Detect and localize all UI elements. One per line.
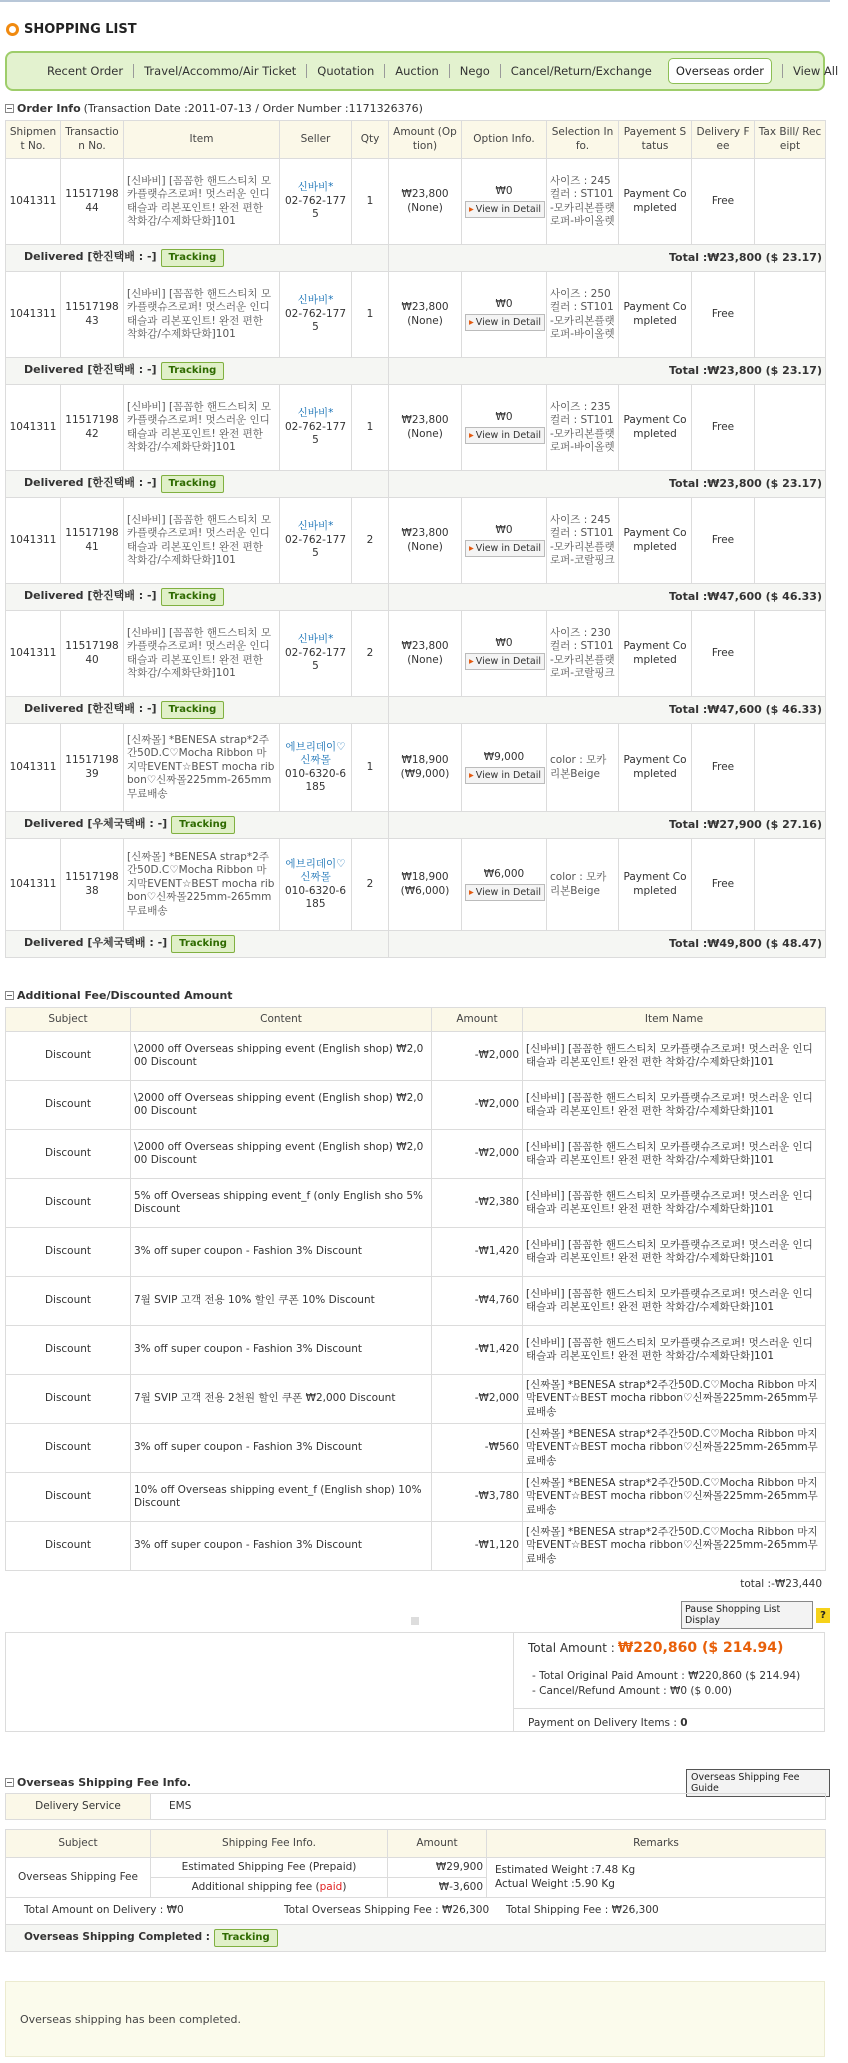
delivery-summary-row [6,584,826,611]
col-amount: Amount [432,1008,523,1032]
delivery-summary-row [6,358,826,385]
amount-value: ₩23,800 [401,188,449,200]
shipping-fee-table [5,1829,826,1952]
payment-status: Payment Completed [619,498,692,584]
delivery-status [6,584,389,611]
original-paid: - Total Original Paid Amount : ₩220,860 ($ 214.94) [532,1670,801,1682]
fee-row [6,1032,826,1081]
amount-option: (₩6,000) [400,884,450,897]
item-name: [신바비] [꼼꼼한 핸드스티치 모카플랫슈즈로퍼! 멋스러운 인디태슬과 리본포인트! 완전 편한 착화감/수제화단화]101 [124,159,280,245]
option-value: ₩9,000 [483,751,525,763]
delivery-status-label: Delivered [한진택배 : -] [24,702,157,716]
shipment-no: 1041311 [6,724,61,812]
delivery-fee: Free [692,272,755,358]
collapse-icon [5,104,14,113]
fee-amount: -₩1,120 [432,1522,523,1571]
fee-content: 5% off Overseas shipping event_f (only English sho 5% Discount [131,1179,432,1228]
amount-value: ₩23,800 [401,414,449,426]
total-shipping-fee: Total Shipping Fee : ₩26,300 [506,1904,659,1917]
fee-row [6,1081,826,1130]
tracking-button[interactable]: Tracking [161,701,225,719]
transaction-no: 1151719841 [61,498,124,584]
fee-item-name: [신바비] [꼼꼼한 핸드스티치 모카플랫슈즈로퍼! 멋스러운 인디태슬과 리본포인트! 완전 편한 착화감/수제화단화]101 [523,1081,826,1130]
seller-phone: 010-6320-6185 [284,767,347,793]
total-amount: Total Amount : ₩220,860 ($ 214.94) [528,1640,784,1656]
shipment-no: 1041311 [6,839,61,931]
col-delivery-fee: Delivery Fee [692,121,755,159]
row-total: Total :₩47,600 ($ 46.33) [389,584,826,611]
view-detail-button[interactable]: ▸ View in Detail [465,884,545,902]
tracking-button[interactable]: Tracking [171,816,235,834]
col-ship-info: Shipping Fee Info. [151,1830,388,1858]
fee-subject: Discount [6,1081,131,1130]
amount-cell [389,159,462,245]
tab-cancel-return[interactable]: Cancel/Return/Exchange [510,64,652,78]
pause-display-button[interactable]: Pause Shopping List Display [681,1601,813,1629]
option-cell [462,839,547,931]
delivery-status-label: Delivered [우체국택배 : -] [24,936,168,950]
delivery-status-label: Delivered [한진택배 : -] [24,589,157,603]
transaction-no: 1151719839 [61,724,124,812]
view-detail-button[interactable]: ▸ View in Detail [465,314,545,332]
top-border [0,0,830,2]
col-selection: Selection Info. [547,121,619,159]
amount-cell [389,611,462,697]
page-title: SHOPPING LIST [6,18,137,40]
option-value: ₩0 [495,524,513,536]
seller-cell [280,498,352,584]
order-row [6,272,826,358]
fee-subject: Discount [6,1032,131,1081]
selection-info: 사이즈 : 230 컬러 : ST101-모카리본플랫로퍼-코랄핑크 [547,611,619,697]
col-seller: Seller [280,121,352,159]
view-detail-button[interactable]: ▸ View in Detail [465,767,545,785]
fee-subject: Discount [6,1277,131,1326]
seller-phone: 02-762-1775 [284,194,347,221]
amount-cell [389,839,462,931]
order-row [6,385,826,471]
delivery-service-value: EMS [151,1794,826,1820]
fee-item-name: [신바비] [꼼꼼한 핸드스티치 모카플랫슈즈로퍼! 멋스러운 인디태슬과 리본포인트! 완전 편한 착화감/수제화단화]101 [523,1179,826,1228]
completion-message: Overseas shipping has been completed. [20,2013,241,2026]
delivery-status [6,812,389,839]
option-cell [462,724,547,812]
amount-option: (None) [407,314,443,327]
fee-row [6,1179,826,1228]
pause-area [681,1601,830,1629]
seller-link[interactable]: 에브리데이♡신짜몰 [285,740,346,766]
fee-content: 3% off super coupon - Fashion 3% Discount [131,1228,432,1277]
item-name: [신바비] [꼼꼼한 핸드스티치 모카플랫슈즈로퍼! 멋스러운 인디태슬과 리본포인트! 완전 편한 착화감/수제화단화]101 [124,498,280,584]
view-detail-button[interactable]: ▸ View in Detail [465,201,545,219]
col-item: Item [124,121,280,159]
fee-item-name: [신짜몰] *BENESA strap*2주간50D.C♡Mocha Ribbon 마지막EVENT☆BEST mocha ribbon♡신짜몰225mm-265mm무료배송 [523,1473,826,1522]
seller-phone: 02-762-1775 [284,420,347,447]
fee-amount: -₩4,760 [432,1277,523,1326]
tracking-button[interactable]: Tracking [161,475,225,493]
amount-option: (None) [407,653,443,666]
order-row [6,159,826,245]
delivery-status-label: Delivered [한진택배 : -] [24,476,157,490]
item-name: [신바비] [꼼꼼한 핸드스티치 모카플랫슈즈로퍼! 멋스러운 인디태슬과 리본포인트! 완전 편한 착화감/수제화단화]101 [124,385,280,471]
tab-auction[interactable]: Auction [385,64,450,78]
option-value: ₩0 [495,185,513,197]
collapse-icon [5,991,14,1000]
payment-status: Payment Completed [619,159,692,245]
delivery-fee: Free [692,498,755,584]
qty: 1 [352,272,389,358]
seller-phone: 010-6320-6185 [284,884,347,910]
payment-status: Payment Completed [619,724,692,812]
tax-bill [755,272,826,358]
actual-weight: Actual Weight :5.90 Kg [495,1877,615,1890]
tracking-button[interactable]: Tracking [161,588,225,606]
shipment-no: 1041311 [6,272,61,358]
weight-remarks [487,1858,826,1898]
selection-info: color : 모카리본Beige [547,839,619,931]
row-total: Total :₩27,900 ($ 27.16) [389,812,826,839]
fee-amount: -₩1,420 [432,1326,523,1375]
seller-phone: 02-762-1775 [284,646,347,673]
delivery-service-label: Delivery Service [6,1794,151,1820]
col-content: Content [131,1008,432,1032]
item-name: [신짜몰] *BENESA strap*2주간50D.C♡Mocha Ribbon 마지막EVENT☆BEST mocha ribbon♡신짜몰225mm-265mm무료배송 [124,724,280,812]
fee-amount: -₩2,380 [432,1179,523,1228]
item-name: [신바비] [꼼꼼한 핸드스티치 모카플랫슈즈로퍼! 멋스러운 인디태슬과 리본포인트! 완전 편한 착화감/수제화단화]101 [124,272,280,358]
order-row [6,839,826,931]
row-total: Total :₩47,600 ($ 46.33) [389,697,826,724]
delivery-status [6,697,389,724]
transaction-no: 1151719838 [61,839,124,931]
qty: 1 [352,724,389,812]
tracking-button[interactable]: Tracking [161,249,225,267]
seller-cell [280,724,352,812]
seller-phone: 02-762-1775 [284,307,347,334]
fee-subject: Discount [6,1424,131,1473]
fee-subject: Discount [6,1522,131,1571]
seller-cell [280,385,352,471]
amount-breakdown [532,1669,800,1699]
fee-row [6,1326,826,1375]
fee-item-name: [신바비] [꼼꼼한 핸드스티치 모카플랫슈즈로퍼! 멋스러운 인디태슬과 리본포인트! 완전 편한 착화감/수제화단화]101 [523,1130,826,1179]
tax-bill [755,385,826,471]
fee-row [6,1130,826,1179]
amount-cell [389,272,462,358]
fee-amount: -₩2,000 [432,1032,523,1081]
total-on-delivery: Total Amount on Delivery : ₩0 [24,1904,184,1917]
shipment-no: 1041311 [6,159,61,245]
amount-cell [389,385,462,471]
shipping-tracking-button[interactable]: Tracking [214,1929,278,1947]
title-bullet-icon [6,23,19,36]
tab-overseas-order[interactable]: Overseas order [668,58,772,84]
seller-link[interactable]: 신바비* [297,520,334,533]
amount-value: ₩18,900 [401,754,449,766]
tax-bill [755,724,826,812]
fee-subject: Discount [6,1473,131,1522]
amount-cell [389,724,462,812]
shipping-heading: Overseas Shipping Fee Info. [5,1776,194,1789]
fee-amount: -₩1,420 [432,1228,523,1277]
help-icon[interactable]: ? [816,1608,830,1623]
row-total: Total :₩23,800 ($ 23.17) [389,471,826,498]
col-qty: Qty [352,121,389,159]
fee-table [5,1007,826,1571]
order-tabs [5,51,839,91]
fee-subject: Discount [6,1228,131,1277]
option-value: ₩0 [495,637,513,649]
transaction-no: 1151719840 [61,611,124,697]
tracking-button[interactable]: Tracking [171,935,235,953]
option-value: ₩6,000 [483,868,525,880]
row-total: Total :₩23,800 ($ 23.17) [389,245,826,272]
fee-item-name: [신바비] [꼼꼼한 핸드스티치 모카플랫슈즈로퍼! 멋스러운 인디태슬과 리본포인트! 완전 편한 착화감/수제화단화]101 [523,1228,826,1277]
col-ship-subject: Subject [6,1830,151,1858]
fee-item-name: [신짜몰] *BENESA strap*2주간50D.C♡Mocha Ribbon 마지막EVENT☆BEST mocha ribbon♡신짜몰225mm-265mm무료배송 [523,1522,826,1571]
fee-total: total :-₩23,440 [740,1578,822,1590]
option-value: ₩0 [495,298,513,310]
option-cell [462,272,547,358]
fee-row [6,1375,826,1424]
option-cell [462,498,547,584]
qty: 2 [352,498,389,584]
delivery-status [6,471,389,498]
fee-row [6,1473,826,1522]
seller-cell [280,159,352,245]
col-ship-remarks: Remarks [487,1830,826,1858]
amount-option: (₩9,000) [400,767,450,780]
item-name: [신짜몰] *BENESA strap*2주간50D.C♡Mocha Ribbon 마지막EVENT☆BEST mocha ribbon♡신짜몰225mm-265mm무료배송 [124,839,280,931]
shipping-guide-button[interactable]: Overseas Shipping Fee Guide [686,1769,830,1797]
amount-value: ₩23,800 [401,640,449,652]
selection-info: 사이즈 : 245 컬러 : ST101-모카리본플랫로퍼-코랄핑크 [547,498,619,584]
selection-info: 사이즈 : 245 컬러 : ST101-모카리본플랫로퍼-바이올렛 [547,159,619,245]
delivery-status [6,931,389,958]
fee-row [6,1424,826,1473]
amount-option: (None) [407,540,443,553]
amount-value: ₩18,900 [401,871,449,883]
option-cell [462,385,547,471]
shipment-no: 1041311 [6,611,61,697]
delivery-summary-row [6,812,826,839]
amount-cell [389,498,462,584]
fee-row [6,1228,826,1277]
row-total: Total :₩23,800 ($ 23.17) [389,358,826,385]
delivery-fee: Free [692,611,755,697]
option-value: ₩0 [495,411,513,423]
fee-row [6,1522,826,1571]
est-fee-label: Estimated Shipping Fee (Prepaid) [151,1858,388,1878]
fee-subject: Discount [6,1375,131,1424]
fee-amount: -₩3,780 [432,1473,523,1522]
shipping-completed-row [6,1925,826,1952]
col-subject: Subject [6,1008,131,1032]
transaction-no: 1151719844 [61,159,124,245]
fee-subject: Discount [6,1326,131,1375]
fee-row [6,1277,826,1326]
qty: 2 [352,839,389,931]
seller-cell [280,611,352,697]
fee-item-name: [신바비] [꼼꼼한 핸드스티치 모카플랫슈즈로퍼! 멋스러운 인디태슬과 리본포인트! 완전 편한 착화감/수제화단화]101 [523,1326,826,1375]
tax-bill [755,611,826,697]
summary-panel [513,1633,825,1731]
amount-value: ₩23,800 [401,527,449,539]
item-name: [신바비] [꼼꼼한 핸드스티치 모카플랫슈즈로퍼! 멋스러운 인디태슬과 리본포인트! 완전 편한 착화감/수제화단화]101 [124,611,280,697]
delivery-fee: Free [692,385,755,471]
fee-item-name: [신짜몰] *BENESA strap*2주간50D.C♡Mocha Ribbon 마지막EVENT☆BEST mocha ribbon♡신짜몰225mm-265mm무료배송 [523,1375,826,1424]
tab-nego[interactable]: Nego [450,64,501,78]
fee-content: 7월 SVIP 고객 전용 2천원 할인 쿠폰 ₩2,000 Discount [131,1375,432,1424]
delivery-fee: Free [692,724,755,812]
col-tax-bill: Tax Bill/ Receipt [755,121,826,159]
fee-content: 3% off super coupon - Fashion 3% Discount [131,1424,432,1473]
tax-bill [755,159,826,245]
delivery-summary-row [6,245,826,272]
est-fee-amount: ₩29,900 [388,1858,487,1878]
total-amount-value: ₩220,860 ($ 214.94) [617,1640,784,1656]
summary-box [5,1632,825,1732]
shipment-no: 1041311 [6,498,61,584]
fee-subject: Discount [6,1130,131,1179]
col-amount: Amount (Option) [389,121,462,159]
delivery-summary-row [6,471,826,498]
delivery-service-table [5,1793,826,1820]
seller-link[interactable]: 신바비* [297,294,334,307]
row-total: Total :₩49,800 ($ 48.47) [389,931,826,958]
view-detail-button[interactable]: ▸ View in Detail [465,540,545,558]
delivery-status [6,245,389,272]
qty: 1 [352,385,389,471]
delivery-fee: Free [692,159,755,245]
order-row [6,498,826,584]
transaction-no: 1151719842 [61,385,124,471]
col-ship-amount: Amount [388,1830,487,1858]
fee-amount: -₩560 [432,1424,523,1473]
selection-info: 사이즈 : 250 컬러 : ST101-모카리본플랫로퍼-바이올렛 [547,272,619,358]
fee-content: 3% off super coupon - Fashion 3% Discount [131,1326,432,1375]
seller-link[interactable]: 신바비* [297,407,334,420]
fee-item-name: [신짜몰] *BENESA strap*2주간50D.C♡Mocha Ribbon 마지막EVENT☆BEST mocha ribbon♡신짜몰225mm-265mm무료배송 [523,1424,826,1473]
tax-bill [755,839,826,931]
payment-status: Payment Completed [619,611,692,697]
fee-content: 10% off Overseas shipping event_f (English shop) 10% Discount [131,1473,432,1522]
amount-option: (None) [407,201,443,214]
fee-content: \2000 off Overseas shipping event (English shop) ₩2,000 Discount [131,1032,432,1081]
ship-subject: Overseas Shipping Fee [6,1858,151,1898]
order-row [6,611,826,697]
qty: 1 [352,159,389,245]
fee-content: \2000 off Overseas shipping event (English shop) ₩2,000 Discount [131,1081,432,1130]
divider-icon [411,1617,419,1625]
total-overseas-fee: Total Overseas Shipping Fee : ₩26,300 [284,1904,490,1917]
fee-amount: -₩2,000 [432,1081,523,1130]
payment-status: Payment Completed [619,385,692,471]
tab-travel[interactable]: Travel/Accommo/Air Ticket [134,64,307,78]
fee-content: 3% off super coupon - Fashion 3% Discount [131,1522,432,1571]
option-cell [462,611,547,697]
delivery-summary-row [6,697,826,724]
payment-status: Payment Completed [619,272,692,358]
pod-items: Payment on Delivery Items : 0 [514,1708,825,1737]
delivery-status-label: Delivered [한진택배 : -] [24,363,157,377]
shipping-completed-label: Overseas Shipping Completed : [24,1931,210,1944]
cancel-refund: - Cancel/Refund Amount : ₩0 ($ 0.00) [532,1685,732,1697]
col-item-name: Item Name [523,1008,826,1032]
delivery-status-label: Delivered [한진택배 : -] [24,250,157,264]
seller-phone: 02-762-1775 [284,533,347,560]
shipment-no: 1041311 [6,385,61,471]
order-row [6,724,826,812]
completion-notice [5,1981,825,2057]
view-detail-button[interactable]: ▸ View in Detail [465,653,545,671]
seller-link[interactable]: 신바비* [297,633,334,646]
fee-heading: Additional Fee/Discounted Amount [5,989,236,1002]
tracking-button[interactable]: Tracking [161,362,225,380]
fee-item-name: [신바비] [꼼꼼한 핸드스티치 모카플랫슈즈로퍼! 멋스러운 인디태슬과 리본포인트! 완전 편한 착화감/수제화단화]101 [523,1032,826,1081]
add-fee-amount: ₩-3,600 [388,1878,487,1898]
tax-bill [755,498,826,584]
delivery-status [6,358,389,385]
shipping-totals-row [6,1898,826,1925]
fee-item-name: [신바비] [꼼꼼한 핸드스티치 모카플랫슈즈로퍼! 멋스러운 인디태슬과 리본포인트! 완전 편한 착화감/수제화단화]101 [523,1277,826,1326]
amount-option: (None) [407,427,443,440]
seller-link[interactable]: 에브리데이♡신짜몰 [285,857,346,883]
tab-recent-order[interactable]: Recent Order [37,64,134,78]
view-detail-button[interactable]: ▸ View in Detail [465,427,545,445]
fee-amount: -₩2,000 [432,1375,523,1424]
col-payment-status: Payement Status [619,121,692,159]
order-table [5,120,826,958]
delivery-fee: Free [692,839,755,931]
fee-content: \2000 off Overseas shipping event (English shop) ₩2,000 Discount [131,1130,432,1179]
selection-info: color : 모카리본Beige [547,724,619,812]
tab-view-all[interactable]: View All [782,64,848,78]
delivery-summary-row [6,931,826,958]
paid-status: paid [319,1880,343,1893]
col-option: Option Info. [462,121,547,159]
fee-amount: -₩2,000 [432,1130,523,1179]
amount-value: ₩23,800 [401,301,449,313]
fee-subject: Discount [6,1179,131,1228]
delivery-status-label: Delivered [우체국택배 : -] [24,817,168,831]
option-cell [462,159,547,245]
seller-cell [280,839,352,931]
seller-link[interactable]: 신바비* [297,181,334,194]
seller-cell [280,272,352,358]
estimated-weight: Estimated Weight :7.48 Kg [495,1864,636,1876]
payment-status: Payment Completed [619,839,692,931]
col-shipment: Shipment No. [6,121,61,159]
tab-quotation[interactable]: Quotation [307,64,385,78]
transaction-no: 1151719843 [61,272,124,358]
add-fee-label: Additional shipping fee (paid) [151,1878,388,1898]
col-transaction: Transaction No. [61,121,124,159]
collapse-icon [5,1778,14,1787]
selection-info: 사이즈 : 235 컬러 : ST101-모카리본플랫로퍼-바이올렛 [547,385,619,471]
order-info-heading: Order Info (Transaction Date :2011-07-13 / Order Number :1171326376) [5,102,423,115]
fee-content: 7월 SVIP 고객 전용 10% 할인 쿠폰 10% Discount [131,1277,432,1326]
qty: 2 [352,611,389,697]
